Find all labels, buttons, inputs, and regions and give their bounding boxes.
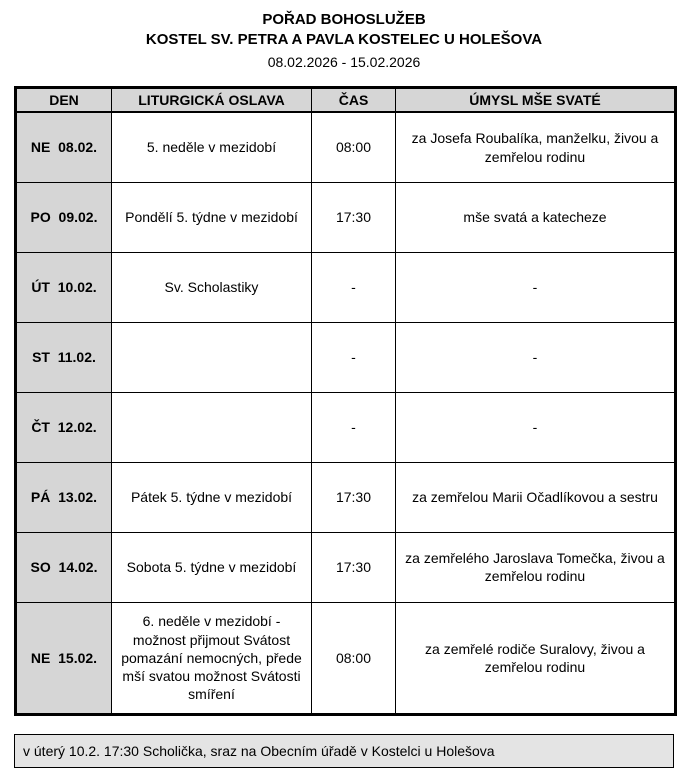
time-cell: - — [312, 252, 396, 322]
celebration-cell — [112, 392, 312, 462]
celebration-cell: Sobota 5. týdne v mezidobí — [112, 532, 312, 602]
table-header — [16, 88, 676, 113]
table-row — [16, 462, 676, 532]
column-header-oslava: LITURGICKÁ OSLAVA — [112, 88, 312, 113]
page-title: POŘAD BOHOSLUŽEB — [262, 11, 426, 28]
day-cell: ÚT 10.02. — [16, 252, 112, 322]
intention-cell: - — [396, 392, 676, 462]
time-cell: 17:30 — [312, 182, 396, 252]
intention-cell: za zemřelé rodiče Suralovy, živou a zemřelou rodinu — [396, 602, 676, 714]
column-header-cas: ČAS — [312, 88, 396, 113]
table-row — [16, 322, 676, 392]
day-cell: NE 15.02. — [16, 602, 112, 714]
day-cell: ST 11.02. — [16, 322, 112, 392]
intention-cell: za zemřelou Marii Očadlíkovou a sestru — [396, 462, 676, 532]
celebration-cell: Pátek 5. týdne v mezidobí — [112, 462, 312, 532]
intention-cell: - — [396, 252, 676, 322]
table-row — [16, 532, 676, 602]
footer-note: v úterý 10.2. 17:30 Scholička, sraz na Obecním úřadě v Kostelci u Holešova — [14, 734, 674, 768]
page-subtitle: KOSTEL SV. PETRA A PAVLA KOSTELEC U HOLEŠOVA — [145, 31, 543, 49]
time-cell: 08:00 — [312, 602, 396, 714]
celebration-cell — [112, 322, 312, 392]
table-row — [16, 182, 676, 252]
day-cell: PO 09.02. — [16, 182, 112, 252]
intention-cell: za zemřelého Jaroslava Tomečka, živou a zemřelou rodinu — [396, 532, 676, 602]
intention-cell: za Josefa Roubalíka, manželku, živou a zemřelou rodinu — [396, 112, 676, 182]
time-cell: - — [312, 322, 396, 392]
celebration-cell: Sv. Scholastiky — [112, 252, 312, 322]
table-row — [16, 602, 676, 714]
day-cell: ČT 12.02. — [16, 392, 112, 462]
intention-cell: - — [396, 322, 676, 392]
header-row — [16, 88, 676, 113]
time-cell: 17:30 — [312, 462, 396, 532]
celebration-cell: 6. neděle v mezidobí - možnost přijmout Svátost pomazání nemocných, přede mší svatou možnost Svátosti smíření — [112, 602, 312, 714]
schedule-table — [14, 86, 677, 716]
day-cell: PÁ 13.02. — [16, 462, 112, 532]
time-cell: 08:00 — [312, 112, 396, 182]
celebration-cell: Pondělí 5. týdne v mezidobí — [112, 182, 312, 252]
celebration-cell: 5. neděle v mezidobí — [112, 112, 312, 182]
time-cell: - — [312, 392, 396, 462]
intention-cell: mše svatá a katecheze — [396, 182, 676, 252]
date-range: 08.02.2026 - 15.02.2026 — [267, 53, 421, 70]
column-header-den: DEN — [16, 88, 112, 113]
day-cell: SO 14.02. — [16, 532, 112, 602]
column-header-umysl: ÚMYSL MŠE SVATÉ — [396, 88, 676, 113]
table-row — [16, 392, 676, 462]
table-row — [16, 112, 676, 182]
time-cell: 17:30 — [312, 532, 396, 602]
table-body — [16, 112, 676, 714]
table-row — [16, 252, 676, 322]
day-cell: NE 08.02. — [16, 112, 112, 182]
